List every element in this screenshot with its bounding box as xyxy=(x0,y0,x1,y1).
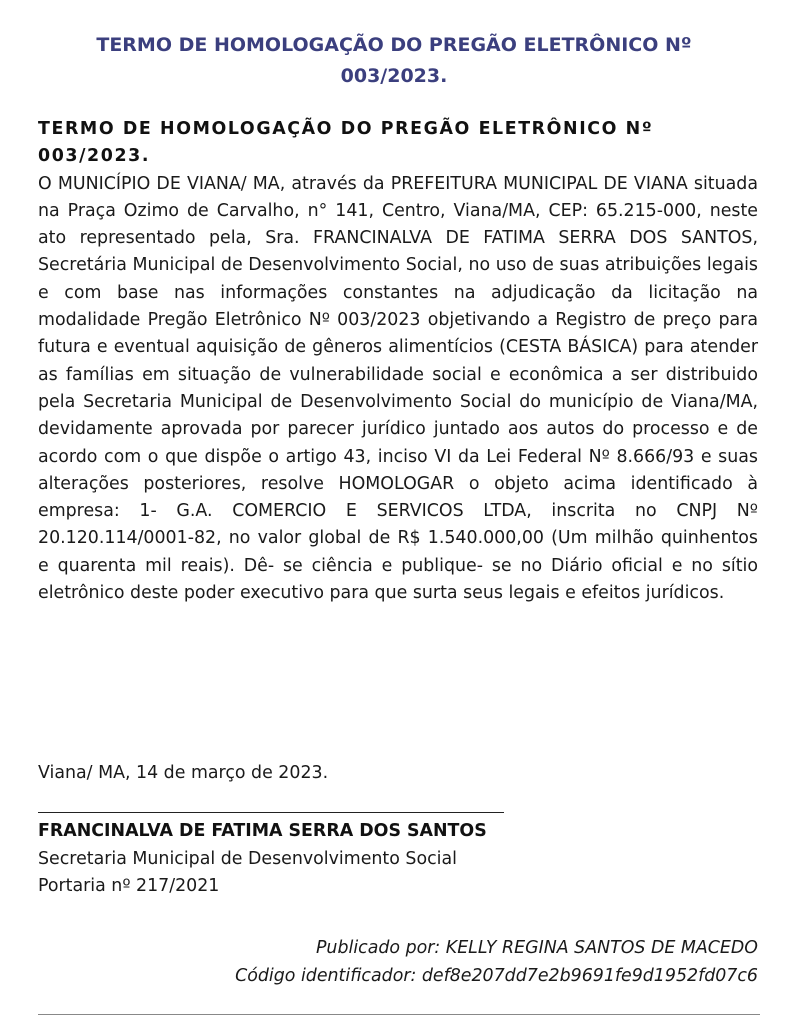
page-title-line1: TERMO DE HOMOLOGAÇÃO DO PREGÃO ELETRÔNICO Nº xyxy=(96,34,692,56)
document-title-line2: 003/2023. xyxy=(38,146,151,167)
signer-name: FRANCINALVA DE FATIMA SERRA DOS SANTOS xyxy=(38,821,487,841)
bottom-divider xyxy=(38,1014,760,1015)
signer-role: Secretaria Municipal de Desenvolvimento Social xyxy=(38,848,457,869)
document-title xyxy=(38,116,758,171)
page-title-line2: 003/2023. xyxy=(340,65,448,87)
published-by: Publicado por: KELLY REGINA SANTOS DE MACEDO xyxy=(315,938,758,958)
publication-info xyxy=(235,934,758,990)
document-title-line1: TERMO DE HOMOLOGAÇÃO DO PREGÃO ELETRÔNICO Nº xyxy=(38,119,654,139)
document-body xyxy=(38,116,758,607)
signature-block xyxy=(38,818,487,901)
identifier-code: Código identificador: def8e207dd7e2b9691fe9d1952fd07c6 xyxy=(235,966,758,986)
document-paragraph: O MUNICÍPIO DE VIANA/ MA, através da PREFEITURA MUNICIPAL DE VIANA situada na Praça Ozimo de Carvalho, n° 141, Centro, Viana/MA, CEP: 65.215-000, neste ato representado pela, Sra. FRANCINALVA DE FATIMA SERRA DOS SANTOS, Secretária Municipal de Desenvolvimento Social, no uso de suas atribuições legais e com base nas informações constantes na adjudicação da licitação na modalidade Pregão Eletrônico Nº 003/2023 objetivando a Registro de preço para futura e eventual aquisição de gêneros alimentícios (CESTA BÁSICA) para atender as famílias em situação de vulnerabilidade social e econômica a ser distribuido pela Secretaria Municipal de Desenvolvimento Social do município de Viana/MA, devidamente aprovada por parecer jurídico juntado aos autos do processo e de acordo com o que dispõe o artigo 43, inciso VI da Lei Federal Nº 8.666/93 e suas alterações posteriores, resolve HOMOLOGAR o objeto acima identificado à empresa: 1- G.A. COMERCIO E SERVICOS LTDA, inscrita no CNPJ Nº 20.120.114/0001-82, no valor global de R$ 1.540.000,00 (Um milhão quinhentos e quarenta mil reais). Dê- se ciência e publique- se no Diário oficial e no sítio eletrônico deste poder executivo para que surta seus legais e efeitos jurídicos. xyxy=(38,173,758,604)
page-title xyxy=(40,30,748,92)
signer-ordinance: Portaria nº 217/2021 xyxy=(38,876,220,896)
signature-line xyxy=(38,812,504,813)
document-date: Viana/ MA, 14 de março de 2023. xyxy=(38,763,329,783)
